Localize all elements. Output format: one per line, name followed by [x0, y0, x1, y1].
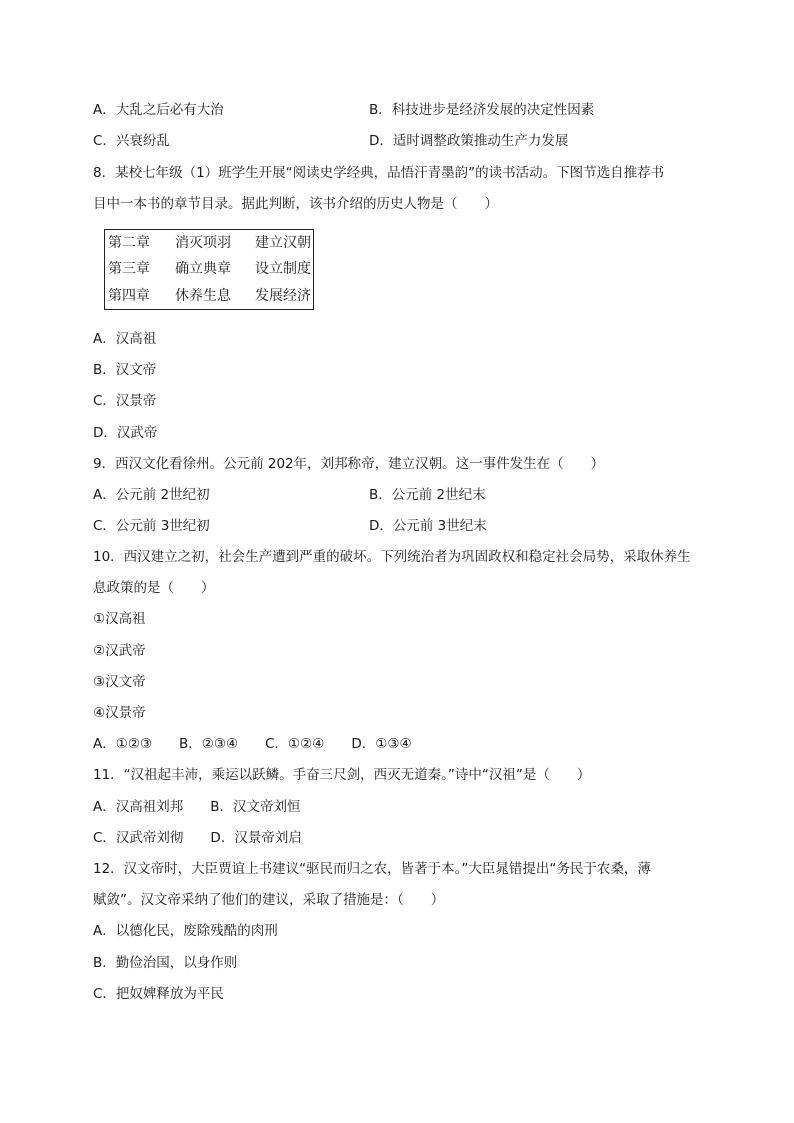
q8-option-c: C．汉景帝 [93, 393, 157, 409]
q10-item: ③汉文帝 [93, 674, 146, 690]
toc-part2: 设立制度 [255, 261, 311, 277]
q11-stem: 11．“汉祖起丰沛，乘运以跃鳞。手奋三尺剑，西灭无道秦。”诗中“汉祖”是（ ） [93, 767, 591, 783]
q9-option-a: A．公元前 2世纪初 [93, 487, 210, 503]
q12-option-b: B．勤俭治国，以身作则 [93, 955, 238, 971]
q10-stem-line1: 10．西汉建立之初，社会生产遭到严重的破坏。下列统治者为巩固政权和稳定社会局势，采取休养生 [93, 549, 691, 565]
q11-options-line2: C．汉武帝刘彻 D．汉景帝刘启 [93, 830, 302, 846]
q9-option-d: D．公元前 3世纪末 [369, 518, 487, 534]
q10-item: ②汉武帝 [93, 643, 146, 659]
q12-stem-line2: 赋敛”。汉文帝采纳了他们的建议，采取了措施是：（ ） [93, 892, 445, 908]
toc-part1: 休养生息 [175, 288, 231, 304]
q10-stem-line2: 息政策的是（ ） [93, 580, 215, 596]
toc-chapter: 第二章 [108, 235, 150, 251]
q12-option-a: A．以德化民，废除残酷的肉刑 [93, 923, 278, 939]
toc-chapter: 第四章 [108, 288, 150, 304]
chapter-table-of-contents [104, 229, 314, 310]
q10-item: ①汉高祖 [93, 611, 146, 627]
toc-part1: 消灭项羽 [175, 235, 231, 251]
q8-stem-line1: 8．某校七年级（1）班学生开展“阅读史学经典，品悟汗青墨韵”的读书活动。下图节选自推荐书 [93, 165, 665, 181]
toc-chapter: 第三章 [108, 261, 150, 277]
q8-stem-line2: 目中一本书的章节目录。据此判断，该书介绍的历史人物是（ ） [93, 196, 498, 212]
q9-option-b: B．公元前 2世纪末 [369, 487, 486, 503]
q12-stem-line1: 12．汉文帝时，大臣贾谊上书建议“驱民而归之农，皆著于本。”大臣晁错提出“务民于农桑，薄 [93, 861, 651, 877]
q7-option-b: B．科技进步是经济发展的决定性因素 [369, 102, 595, 118]
q7-option-a: A．大乱之后必有大治 [93, 102, 224, 118]
q10-item: ④汉景帝 [93, 705, 146, 721]
q12-option-c: C．把奴婢释放为平民 [93, 986, 224, 1002]
q9-option-c: C．公元前 3世纪初 [93, 518, 210, 534]
toc-part2: 发展经济 [255, 288, 311, 304]
q9-stem: 9．西汉文化看徐州。公元前 202年，刘邦称帝，建立汉朝。这一事件发生在（ ） [93, 456, 605, 472]
q8-option-a: A．汉高祖 [93, 331, 157, 347]
toc-part1: 确立典章 [175, 261, 231, 277]
q8-option-b: B．汉文帝 [93, 362, 157, 378]
q10-options: A．①②③ B．②③④ C．①②④ D．①③④ [93, 736, 412, 752]
toc-part2: 建立汉朝 [255, 235, 311, 251]
q8-option-d: D．汉武帝 [93, 425, 158, 441]
q7-option-c: C．兴衰纷乱 [93, 133, 170, 149]
q11-options-line1: A．汉高祖刘邦 B．汉文帝刘恒 [93, 799, 301, 815]
q7-option-d: D．适时调整政策推动生产力发展 [369, 133, 569, 149]
